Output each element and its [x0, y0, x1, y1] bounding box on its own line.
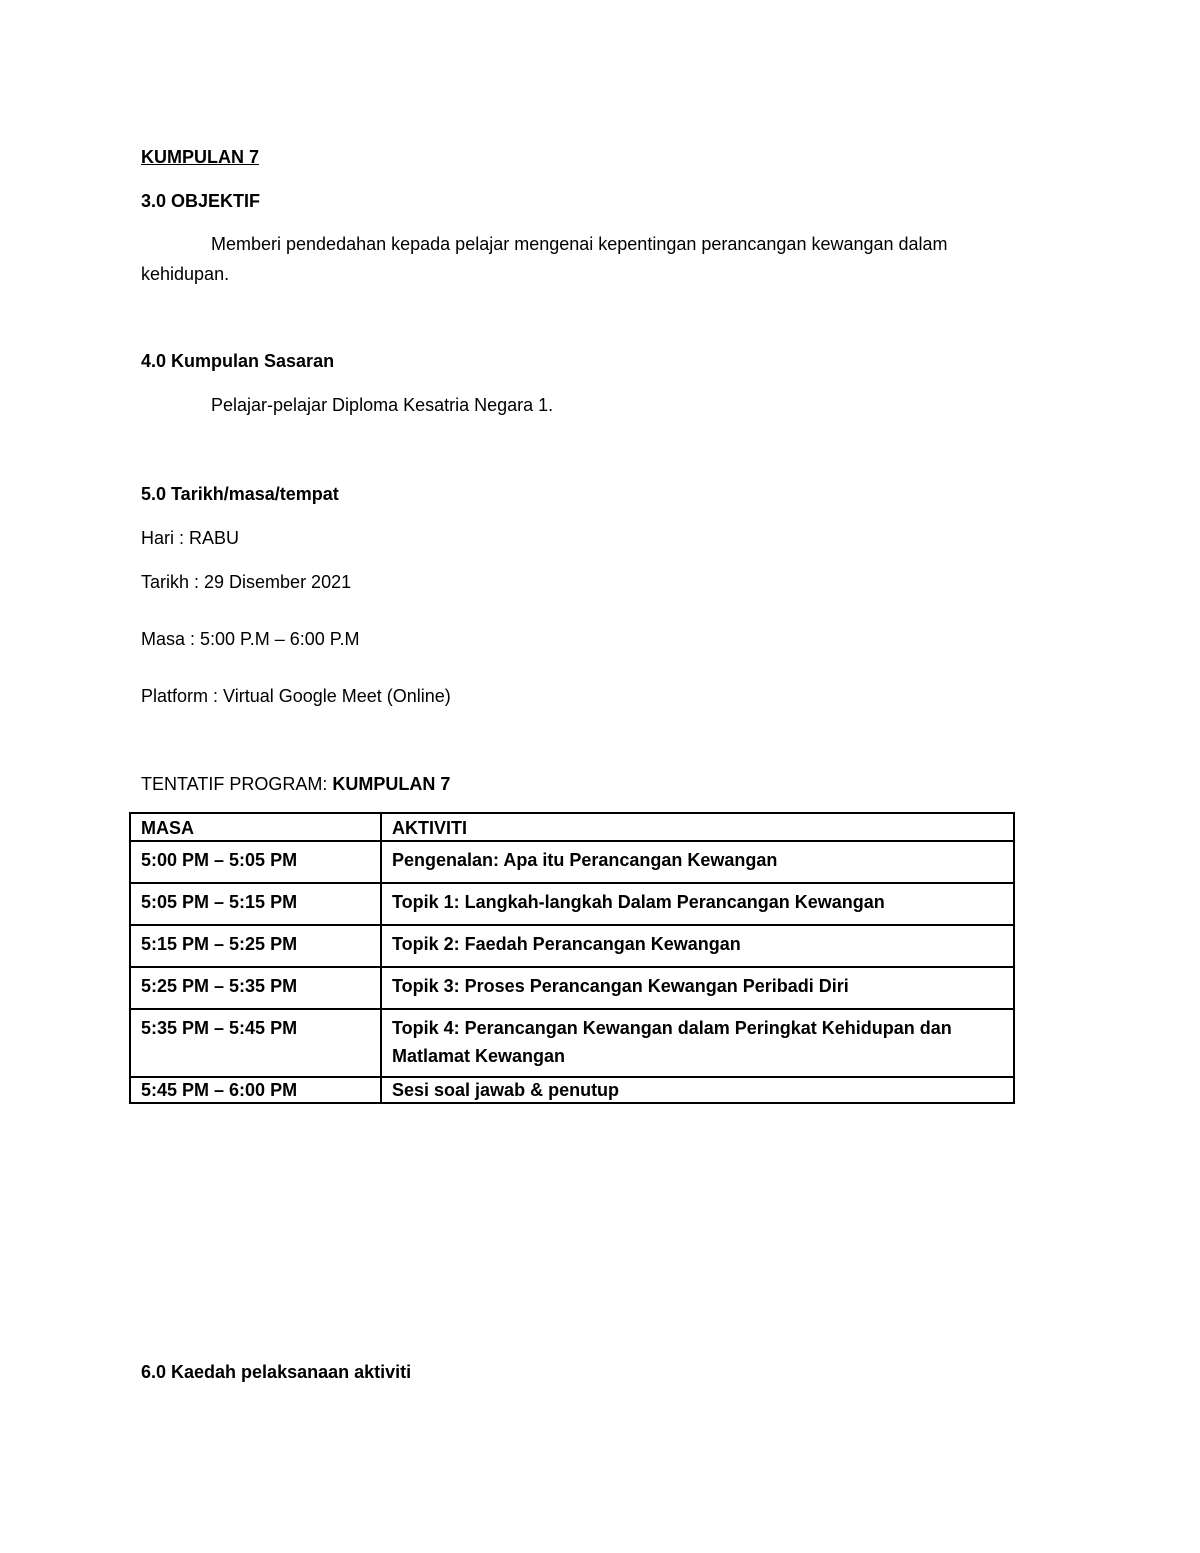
row-time: 5:25 PM – 5:35 PM [130, 967, 381, 1009]
table-row [130, 1009, 1014, 1077]
row-activity: Topik 2: Faedah Perancangan Kewangan [381, 925, 1014, 967]
schedule-platform: Platform : Virtual Google Meet (Online) [141, 686, 451, 706]
program-group: KUMPULAN 7 [332, 774, 451, 794]
program-label: TENTATIF PROGRAM: [141, 774, 333, 794]
table-row [130, 967, 1014, 1009]
header-aktiviti: AKTIVITI [381, 813, 1014, 841]
table-row [130, 1077, 1014, 1103]
row-activity: Topik 3: Proses Perancangan Kewangan Peribadi Diri [381, 967, 1014, 1009]
header-masa: MASA [130, 813, 381, 841]
schedule-day: Hari : RABU [141, 528, 240, 548]
objective-text: Memberi pendedahan kepada pelajar mengenai kepentingan perancangan kewangan dalam kehidupan. [141, 234, 948, 284]
document-heading: KUMPULAN 7 [141, 147, 260, 167]
schedule-date: Tarikh : 29 Disember 2021 [141, 572, 352, 592]
program-table [129, 812, 1015, 1104]
row-time: 5:35 PM – 5:45 PM [130, 1009, 381, 1077]
row-activity: Topik 4: Perancangan Kewangan dalam Peringkat Kehidupan dan Matlamat Kewangan [381, 1009, 1014, 1077]
row-time: 5:45 PM – 6:00 PM [130, 1077, 381, 1103]
row-activity: Sesi soal jawab & penutup [381, 1077, 1014, 1103]
target-title: 4.0 Kumpulan Sasaran [141, 351, 335, 371]
row-activity: Pengenalan: Apa itu Perancangan Kewangan [381, 841, 1014, 883]
table-header-row [130, 813, 1014, 841]
row-time: 5:15 PM – 5:25 PM [130, 925, 381, 967]
target-text: Pelajar-pelajar Diploma Kesatria Negara 1. [211, 395, 554, 415]
table-row [130, 925, 1014, 967]
program-heading [141, 773, 450, 795]
row-time: 5:00 PM – 5:05 PM [130, 841, 381, 883]
schedule-time: Masa : 5:00 P.M – 6:00 P.M [141, 629, 360, 649]
objective-title: 3.0 OBJEKTIF [141, 191, 261, 211]
table-row [130, 883, 1014, 925]
row-activity: Topik 1: Langkah-langkah Dalam Perancangan Kewangan [381, 883, 1014, 925]
table-row [130, 841, 1014, 883]
schedule-title: 5.0 Tarikh/masa/tempat [141, 484, 339, 504]
method-title: 6.0 Kaedah pelaksanaan aktiviti [141, 1362, 412, 1382]
row-time: 5:05 PM – 5:15 PM [130, 883, 381, 925]
